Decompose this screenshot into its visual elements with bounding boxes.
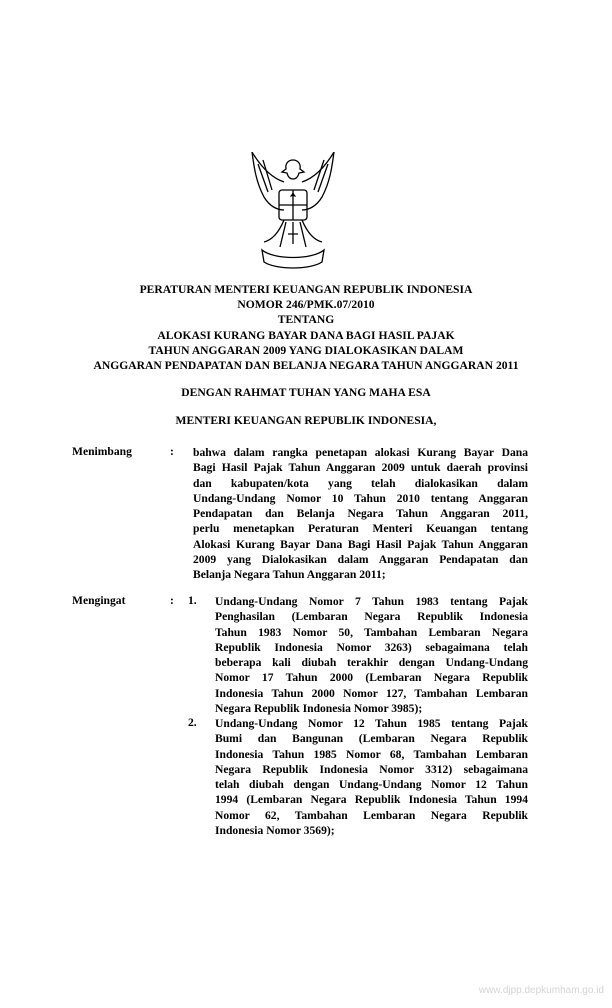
text-line: Nomor 62, Tambahan Lembaran Negara Republik (215, 808, 528, 822)
text-line: Indonesia Tahun 1985 Nomor 68, Tambahan Lembaran (215, 747, 528, 761)
text-line: beberapa kali diubah terakhir dengan Undang-Undang (215, 656, 528, 669)
text-line: Undang-Undang Nomor 10 Tahun 2010 tentang Anggaran (193, 491, 528, 505)
text-line: Undang-Undang Nomor 12 Tahun 1985 tentang Pajak (215, 717, 528, 730)
mengingat-item-2 (215, 716, 528, 838)
colon: : (170, 594, 174, 607)
menimbang-text (193, 445, 528, 582)
text-line: bahwa dalam rangka penetapan alokasi Kurang Bayar Dana (193, 446, 528, 459)
text-line: Pendapatan dan Belanja Negara Tahun Anggaran 2011, (193, 507, 528, 520)
text-line: perlu menetapkan Peraturan Menteri Keuangan tentang (193, 522, 528, 536)
text-line: Tahun 1983 Nomor 50, Tambahan Lembaran Negara (215, 625, 528, 639)
text-line: telah diubah dengan Undang-Undang Nomor 12 Tahun (215, 778, 528, 791)
subject-line-3: ANGGARAN PENDAPATAN DAN BELANJA NEGARA TAHUN ANGGARAN 2011 (93, 359, 519, 372)
text-line: Negara Republik Indonesia Nomor 3985); (215, 701, 423, 715)
text-line: Negara Republik Indonesia Nomor 3312) sebagaimana (215, 762, 528, 776)
menimbang-label: Menimbang (72, 445, 132, 458)
subject-line-2: TAHUN ANGGARAN 2009 YANG DIALOKASIKAN DALAM (148, 344, 464, 357)
authority: MENTERI KEUANGAN REPUBLIK INDONESIA, (175, 414, 437, 427)
text-line: 1994 (Lembaran Negara Republik Indonesia Tahun 1994 (215, 793, 528, 807)
item-number: 1. (188, 594, 197, 607)
text-line: Indonesia Nomor 3569); (215, 823, 335, 837)
text-line: Indonesia Tahun 2000 Nomor 127, Tambahan Lembaran (215, 686, 528, 700)
text-line: Republik Indonesia Nomor 3263) sebagaimana telah (215, 640, 528, 654)
regulation-title: PERATURAN MENTERI KEUANGAN REPUBLIK INDONESIA (139, 283, 473, 296)
text-line: Undang-Undang Nomor 7 Tahun 1983 tentang Pajak (215, 595, 528, 608)
garuda-emblem-icon (244, 152, 342, 272)
invocation: DENGAN RAHMAT TUHAN YANG MAHA ESA (181, 386, 431, 399)
mengingat-item-1 (215, 594, 528, 716)
text-line: Penghasilan (Lembaran Negara Republik Indonesia (215, 610, 528, 624)
text-line: Belanja Negara Tahun Anggaran 2011; (193, 568, 386, 581)
subject-line-1: ALOKASI KURANG BAYAR DANA BAGI HASIL PAJAK (157, 329, 455, 342)
colon: : (170, 445, 174, 458)
text-line: 2009 yang Dialokasikan dalam Anggaran Pendapatan dan (193, 552, 528, 566)
tentang-label: TENTANG (277, 313, 335, 326)
item-number: 2. (188, 716, 197, 729)
mengingat-label: Mengingat (72, 594, 126, 607)
text-line: Nomor 17 Tahun 2000 (Lembaran Negara Republik (215, 671, 528, 685)
text-line: Alokasi Kurang Bayar Dana Bagi Hasil Pajak Tahun Anggaran (193, 537, 528, 551)
watermark: www.djpp.depkumham.go.id (478, 985, 604, 996)
text-line: dan kabupaten/kota yang telah dialokasikan dalam (193, 476, 528, 490)
regulation-number: NOMOR 246/PMK.07/2010 (237, 298, 375, 311)
text-line: Bagi Hasil Pajak Tahun Anggaran 2009 untuk daerah provinsi (193, 461, 528, 475)
text-line: Bumi dan Bangunan (Lembaran Negara Republik (215, 732, 528, 746)
